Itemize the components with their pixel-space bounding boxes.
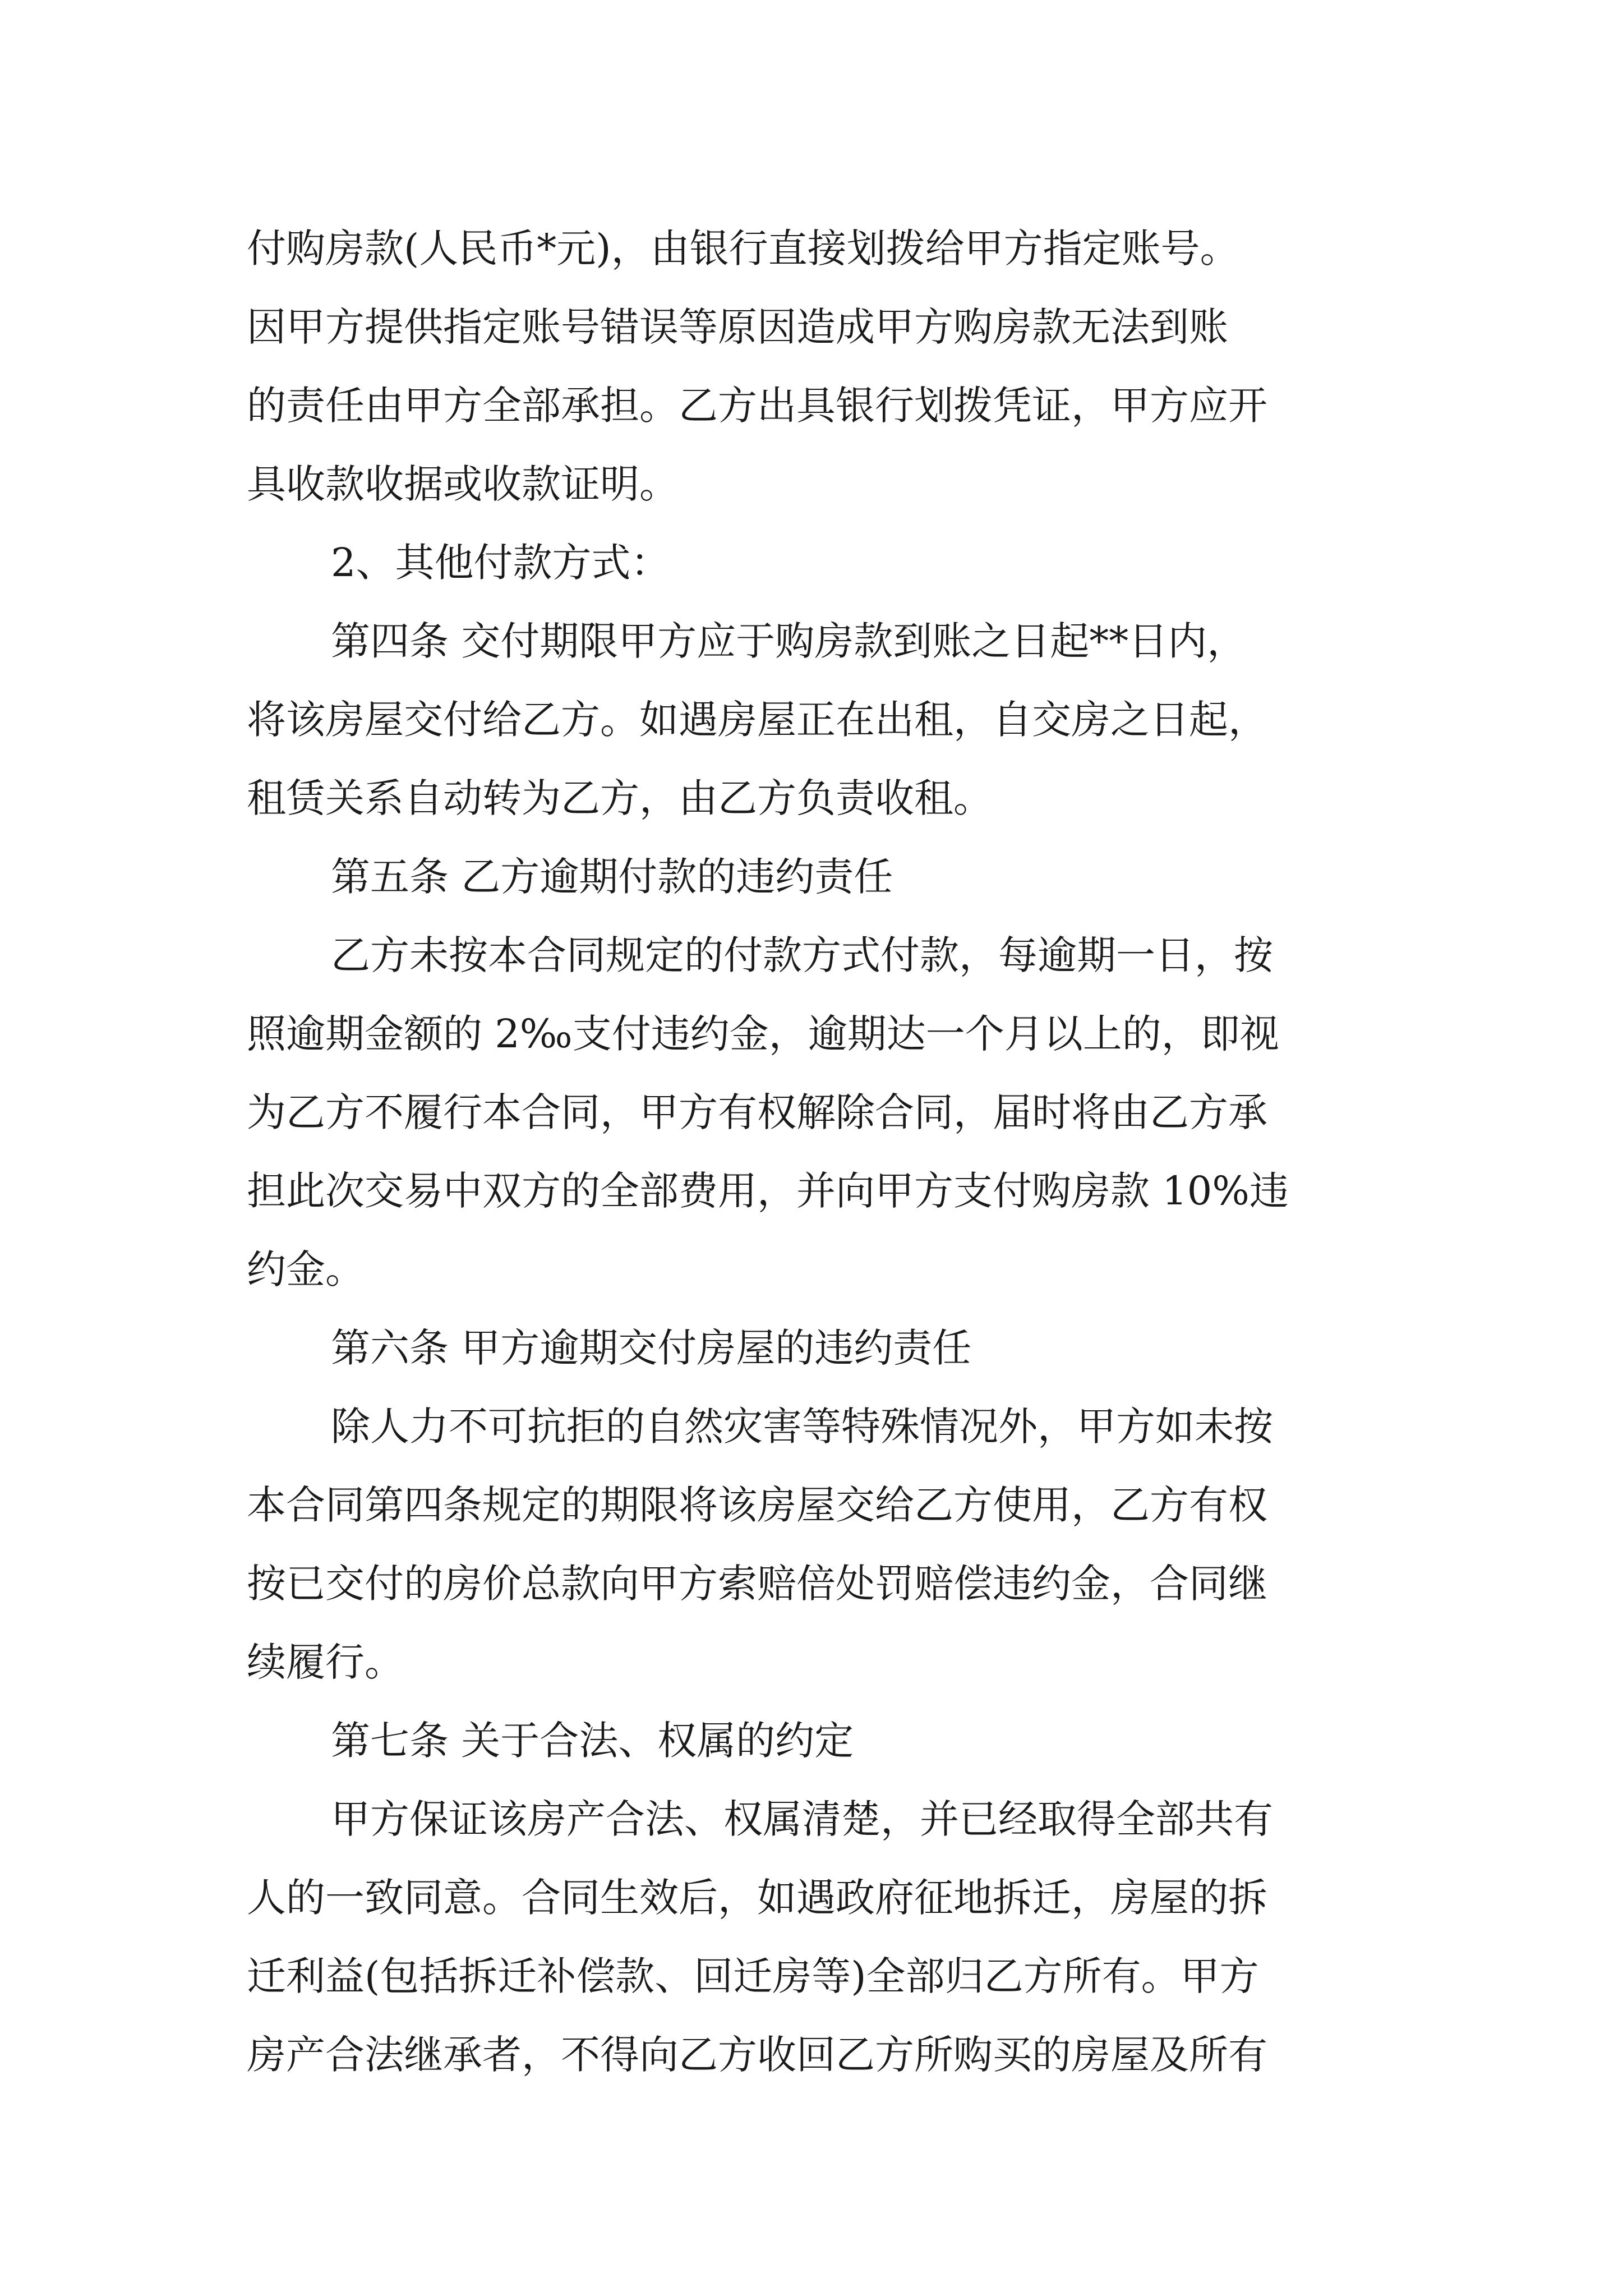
text-line: 本合同第四条规定的期限将该房屋交给乙方使用，乙方有权: [247, 1482, 1267, 1528]
text-line: 约金。: [247, 1246, 365, 1292]
text-line: 甲方保证该房产合法、权属清楚，并已经取得全部共有: [331, 1796, 1273, 1842]
text-line: 付购房款(人民币*元)，由银行直接划拨给甲方指定账号。: [247, 226, 1239, 272]
text-line: 担此次交易中双方的全部费用，并向甲方支付购房款 10%违: [247, 1168, 1289, 1214]
document-body: [247, 209, 1391, 2094]
article-heading: 第六条 甲方逾期交付房屋的违约责任: [331, 1325, 972, 1371]
text-line: 按已交付的房价总款向甲方索赔倍处罚赔偿违约金，合同继: [247, 1561, 1267, 1607]
text-line: 照逾期金额的 2‰支付违约金，逾期达一个月以上的，即视: [247, 1011, 1279, 1057]
article-heading: 第四条 交付期限甲方应于购房款到账之日起**日内，: [331, 618, 1247, 664]
text-line: 因甲方提供指定账号错误等原因造成甲方购房款无法到账: [247, 304, 1228, 350]
text-line: 人的一致同意。合同生效后，如遇政府征地拆迁，房屋的拆: [247, 1875, 1267, 1921]
article-heading: 第五条 乙方逾期付款的违约责任: [331, 854, 893, 900]
text-line: 迁利益(包括拆迁补偿款、回迁房等)全部归乙方所有。甲方: [247, 1953, 1259, 1999]
text-line: 将该房屋交付给乙方。如遇房屋正在出租，自交房之日起，: [247, 697, 1267, 743]
text-line: 除人力不可抗拒的自然灾害等特殊情况外，甲方如未按: [331, 1404, 1273, 1450]
text-line: 2、其他付款方式：: [331, 540, 670, 586]
article-heading: 第七条 关于合法、权属的约定: [331, 1718, 854, 1764]
text-line: 为乙方不履行本合同，甲方有权解除合同，届时将由乙方承: [247, 1089, 1267, 1135]
text-line: 房产合法继承者，不得向乙方收回乙方所购买的房屋及所有: [247, 2032, 1267, 2078]
text-line: 的责任由甲方全部承担。乙方出具银行划拨凭证，甲方应开: [247, 383, 1267, 429]
text-line: 具收款收据或收款证明。: [247, 461, 679, 507]
text-line: 续履行。: [247, 1639, 404, 1685]
text-line: 租赁关系自动转为乙方，由乙方负责收租。: [247, 775, 993, 821]
text-line: 乙方未按本合同规定的付款方式付款，每逾期一日，按: [331, 932, 1273, 978]
